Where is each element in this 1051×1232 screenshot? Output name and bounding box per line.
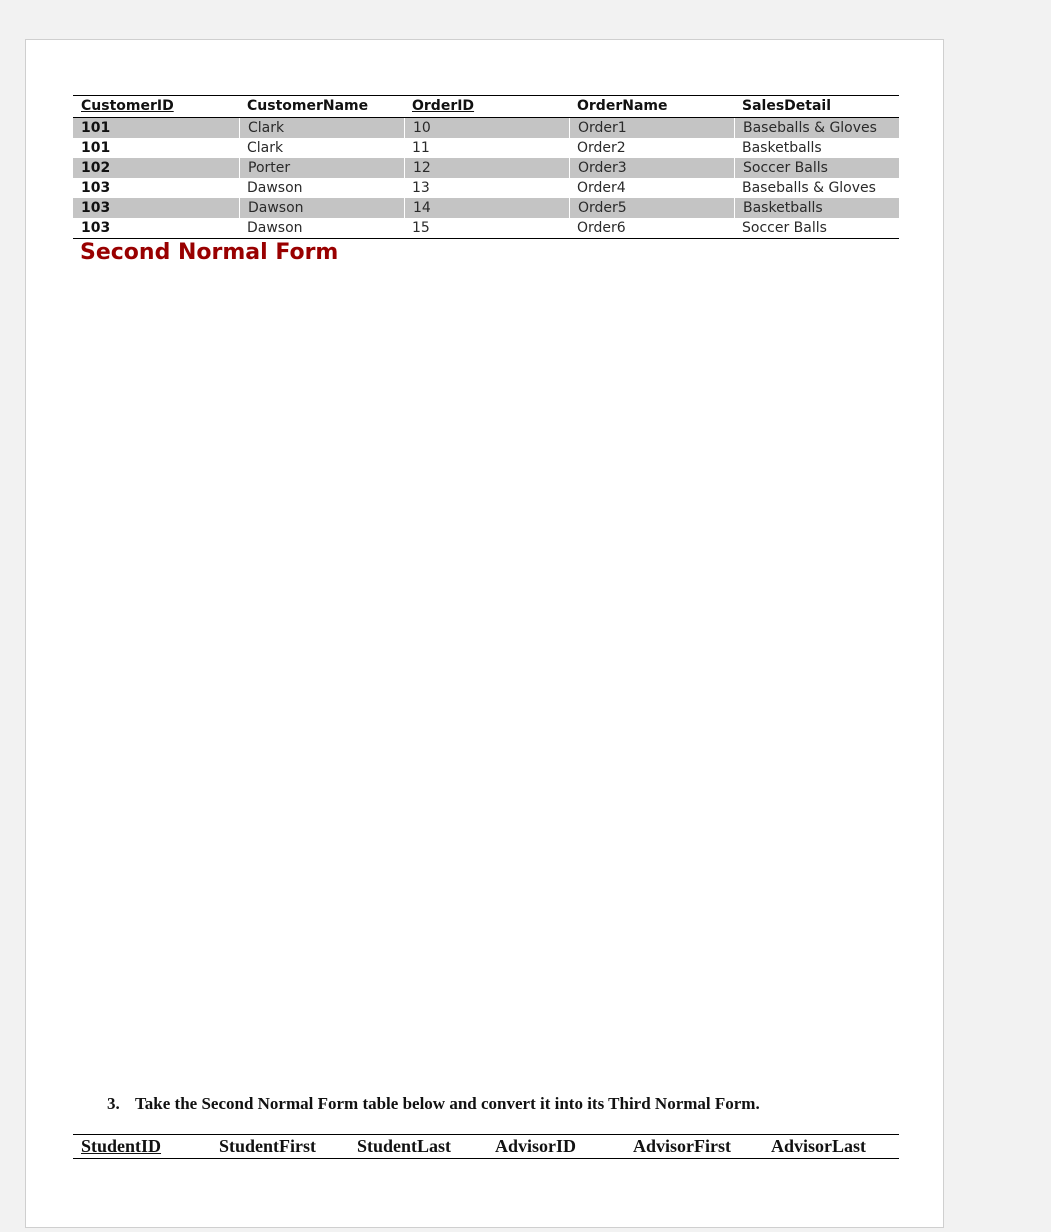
table-cell: 103 (81, 200, 111, 216)
table-row (73, 118, 899, 138)
column-header: StudentID (81, 1136, 162, 1156)
question-number: 3. (107, 1094, 120, 1113)
table-cell: Baseballs & Gloves (734, 118, 899, 138)
table-cell: 11 (412, 140, 430, 156)
table-cell: Clark (247, 140, 284, 156)
table-row (73, 218, 899, 238)
column-header: OrderID (412, 98, 475, 114)
table-cell: 10 (404, 118, 569, 138)
table-cell: 14 (404, 198, 569, 218)
column-header: OrderName (577, 98, 668, 114)
table-cell: Order1 (569, 118, 734, 138)
table-cell: Order6 (577, 220, 626, 236)
table-row (73, 138, 899, 158)
table-cell: Basketballs (734, 198, 899, 218)
table-cell: Soccer Balls (742, 220, 827, 236)
table-cell: 12 (404, 158, 569, 178)
table-cell: Dawson (247, 180, 303, 196)
question-text: Take the Second Normal Form table below and convert it into its Third Normal Form. (135, 1094, 760, 1113)
column-header: AdvisorID (495, 1136, 577, 1156)
question-3 (107, 1094, 760, 1114)
table-cell: 103 (81, 180, 111, 196)
table-cell: Basketballs (742, 140, 822, 156)
column-header: StudentLast (357, 1136, 452, 1156)
table-cell: Order2 (577, 140, 626, 156)
table-cell: Dawson (247, 220, 303, 236)
table-header-row (73, 96, 899, 118)
table-cell: Order3 (569, 158, 734, 178)
column-header: CustomerID (81, 98, 174, 114)
column-header: StudentFirst (219, 1136, 317, 1156)
student-advisor-table-header (73, 1134, 899, 1159)
table-cell: 102 (81, 160, 111, 176)
customer-orders-table (73, 95, 899, 239)
document-page (25, 39, 944, 1228)
column-header: SalesDetail (742, 98, 832, 114)
table-row (73, 158, 899, 178)
column-header: CustomerName (247, 98, 369, 114)
section-heading: Second Normal Form (80, 240, 339, 265)
table-cell: 15 (412, 220, 430, 236)
table-cell: Order4 (577, 180, 626, 196)
column-header: AdvisorLast (771, 1136, 867, 1156)
table-cell: Porter (239, 158, 404, 178)
table-cell: Baseballs & Gloves (742, 180, 876, 196)
table-row (73, 178, 899, 198)
table-cell: 101 (81, 120, 111, 136)
table-row (73, 198, 899, 218)
column-header: AdvisorFirst (633, 1136, 731, 1156)
table-cell: 13 (412, 180, 430, 196)
table-cell: Clark (239, 118, 404, 138)
table-cell: Order5 (569, 198, 734, 218)
table-cell: 103 (81, 220, 111, 236)
table-cell: 101 (81, 140, 111, 156)
table-cell: Dawson (239, 198, 404, 218)
table-cell: Soccer Balls (734, 158, 899, 178)
